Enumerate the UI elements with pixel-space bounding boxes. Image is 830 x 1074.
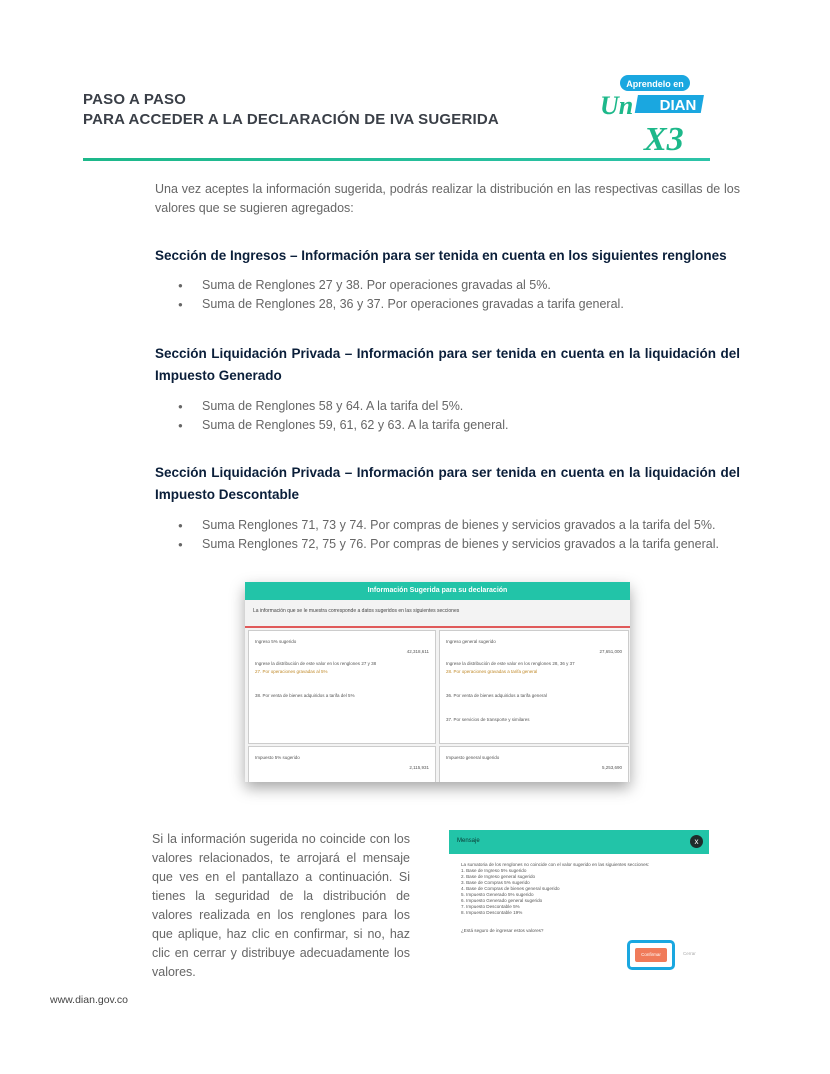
dialog-line: 1. Base de Ingreso 5% sugerido: [461, 868, 527, 873]
panel-line: 37. Por servicios de transporte y similares: [446, 717, 530, 722]
panel-head: Impuesto 5% sugerido: [255, 755, 300, 760]
logo-dian: DIAN: [659, 97, 697, 114]
panel-line: 28. Por operaciones gravadas a tarifa general: [446, 669, 538, 674]
dialog-title-bar: [449, 830, 709, 854]
dialog-line: La sumatoria de los renglones no coincide con el valor sugerido en las siguientes secciones:: [461, 862, 650, 867]
dialog-line: 7. Impuesto Descontable 5%: [461, 904, 520, 909]
list-item: ● Suma Renglones 71, 73 y 74. Por compras de bienes y servicios gravados a la tarifa del 5%.: [178, 516, 719, 535]
page-title-line1: PASO A PASO: [83, 91, 187, 108]
panel-value: 2,115,931: [409, 765, 429, 770]
dialog-line: 4. Base de Compras de bienes general sugerido: [461, 886, 560, 891]
dialog-line: 6. Impuesto Generado general sugerido: [461, 898, 543, 903]
panel-value: 27,651,000: [599, 649, 622, 654]
panel-impuesto-general: [439, 746, 629, 782]
panel-line: 27. Por operaciones gravadas al 5%: [255, 669, 328, 674]
list-item: ● Suma de Renglones 59, 61, 62 y 63. A la tarifa general.: [178, 416, 508, 435]
list-item: ● Suma de Renglones 58 y 64. A la tarifa del 5%.: [178, 397, 508, 416]
screenshot-divider: [245, 626, 630, 628]
panel-head: Ingreso 5% sugerido: [255, 639, 297, 644]
panel-line: 36. Por venta de bienes adquiridos a tarifa general: [446, 693, 547, 698]
close-icon: x: [690, 835, 703, 848]
page-title-line2: PARA ACCEDER A LA DECLARACIÓN DE IVA SUGERIDA: [83, 111, 499, 128]
screenshot-note: La información que se le muestra corresponde a datos sugeridos en las siguientes secciones: [253, 608, 460, 614]
confirm-highlight: [627, 940, 675, 970]
logo-un: Un: [600, 91, 634, 120]
section-ingresos-heading: Sección de Ingresos – Información para ser tenida en cuenta en los siguientes renglones: [155, 248, 727, 263]
panel-ingreso-general: [439, 630, 629, 744]
suggested-info-screenshot: [245, 582, 630, 782]
list-item: ● Suma de Renglones 27 y 38. Por operaciones gravadas al 5%.: [178, 276, 624, 295]
section-impuesto-descontable-list: [178, 516, 719, 554]
message-dialog-screenshot: [449, 830, 709, 970]
dialog-title: Mensaje: [457, 838, 480, 844]
panel-head: Impuesto general sugerido: [446, 755, 500, 760]
dialog-line: 3. Base de Compras 5% sugerido: [461, 880, 530, 885]
confirm-button: Confirmar: [635, 948, 667, 962]
list-item: ● Suma Renglones 72, 75 y 76. Por compras de bienes y servicios gravados a la tarifa general.: [178, 535, 719, 554]
panel-line: 38. Por venta de bienes adquiridos a tarifa del 5%: [255, 693, 355, 698]
dialog-line: 8. Impuesto Descontable 19%: [461, 910, 523, 915]
intro-paragraph: Una vez aceptes la información sugerida, podrás realizar la distribución en las respectivas casillas de los valores que se sugieren agregados:: [155, 182, 740, 215]
header-divider: [83, 158, 710, 161]
panel-value: 42,318,611: [406, 649, 429, 654]
section-impuesto-descontable-heading: Sección Liquidación Privada – Información para ser tenida en cuenta en la liquidación del Impuesto Descontable: [155, 465, 740, 502]
footer-url: www.dian.gov.co: [50, 994, 129, 1006]
confirm-instruction-paragraph: Si la información sugerida no coincide con los valores relacionados, te arrojará el mensaje que ves en el pantallazo a continuación. Si tienes la seguridad de la distribución de valores realizada en los renglones para los que aplique, haz clic en confirmar, si no, haz clic en cerrar y distribuye adecuadamente los valores.: [152, 832, 410, 979]
panel-head: Ingreso general sugerido: [446, 639, 496, 644]
dialog-line: 5. Impuesto Generado 5% sugerido: [461, 892, 534, 897]
panel-value: 5,253,690: [601, 765, 622, 770]
dialog-line: 2. Base de Ingreso general sugerido: [461, 874, 536, 879]
cancel-button: Cerrar: [683, 951, 696, 956]
dian-logo: [598, 72, 713, 157]
section-impuesto-generado-list: [178, 397, 508, 435]
screenshot-title-bar: Información Sugerida para su declaración: [245, 582, 630, 600]
dialog-question: ¿Está seguro de ingresar estos valores?: [461, 928, 544, 933]
panel-ingreso-5: [248, 630, 436, 744]
section-impuesto-generado-heading: Sección Liquidación Privada – Información para ser tenida en cuenta en la liquidación del Impuesto Generado: [155, 346, 740, 383]
list-item: ● Suma de Renglones 28, 36 y 37. Por operaciones gravadas a tarifa general.: [178, 295, 624, 314]
panel-line: Ingrese la distribución de este valor en los renglones 27 y 38: [255, 661, 377, 666]
logo-tag: Aprendelo en: [626, 79, 684, 89]
section-ingresos-list: [178, 276, 624, 314]
logo-x3: X3: [644, 121, 684, 157]
logo-graphic: [598, 72, 713, 157]
panel-line: Ingrese la distribución de este valor en los renglones 28, 36 y 37: [446, 661, 575, 666]
panel-impuesto-5: [248, 746, 436, 782]
